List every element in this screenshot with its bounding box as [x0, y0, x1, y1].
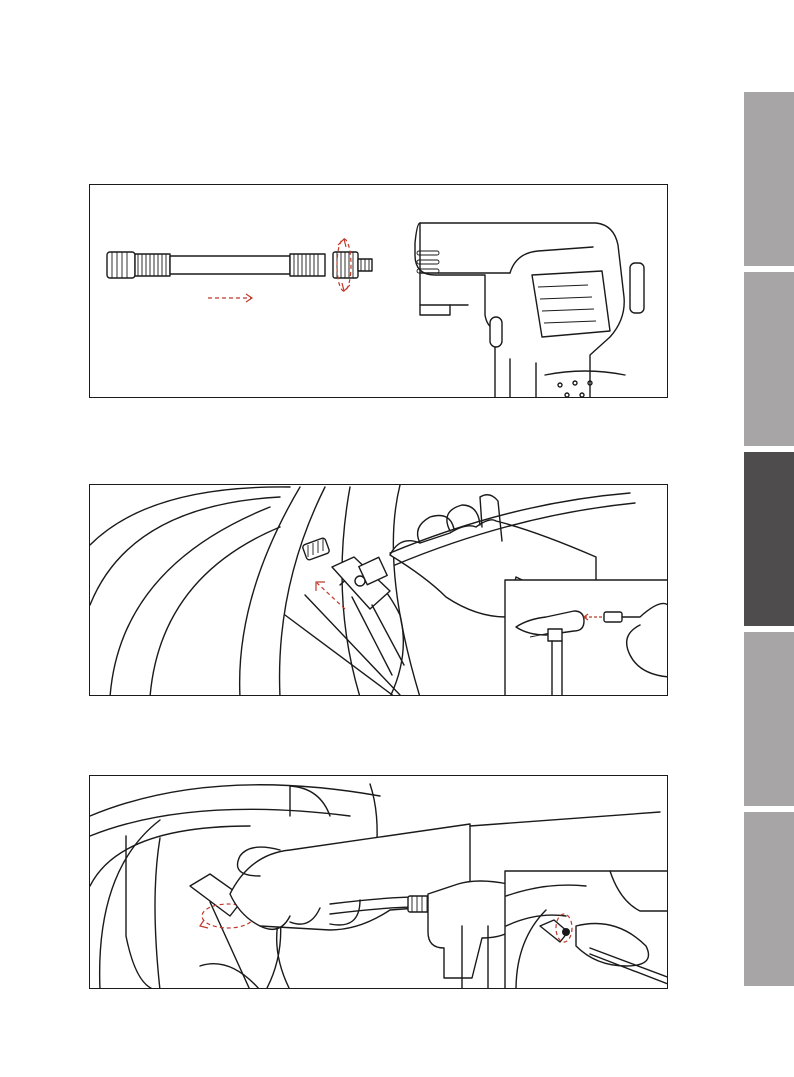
compressor-icon [415, 223, 644, 398]
side-tab-2[interactable] [744, 272, 794, 446]
hose-icon [107, 252, 372, 278]
inset-detail [505, 871, 668, 989]
valve-stem-icon [302, 537, 330, 560]
side-tab-4[interactable] [744, 632, 794, 806]
push-arrow-icon [316, 582, 345, 609]
side-tab-3-active[interactable] [744, 452, 794, 626]
inset-detail [505, 580, 668, 696]
direction-arrow-icon [208, 294, 252, 302]
side-tab-1[interactable] [744, 92, 794, 266]
side-tab-5[interactable] [744, 812, 794, 986]
illustration-attach-hose [89, 184, 668, 398]
illustration-connect-valve [89, 484, 668, 696]
illustration-tighten-nozzle [89, 775, 668, 989]
